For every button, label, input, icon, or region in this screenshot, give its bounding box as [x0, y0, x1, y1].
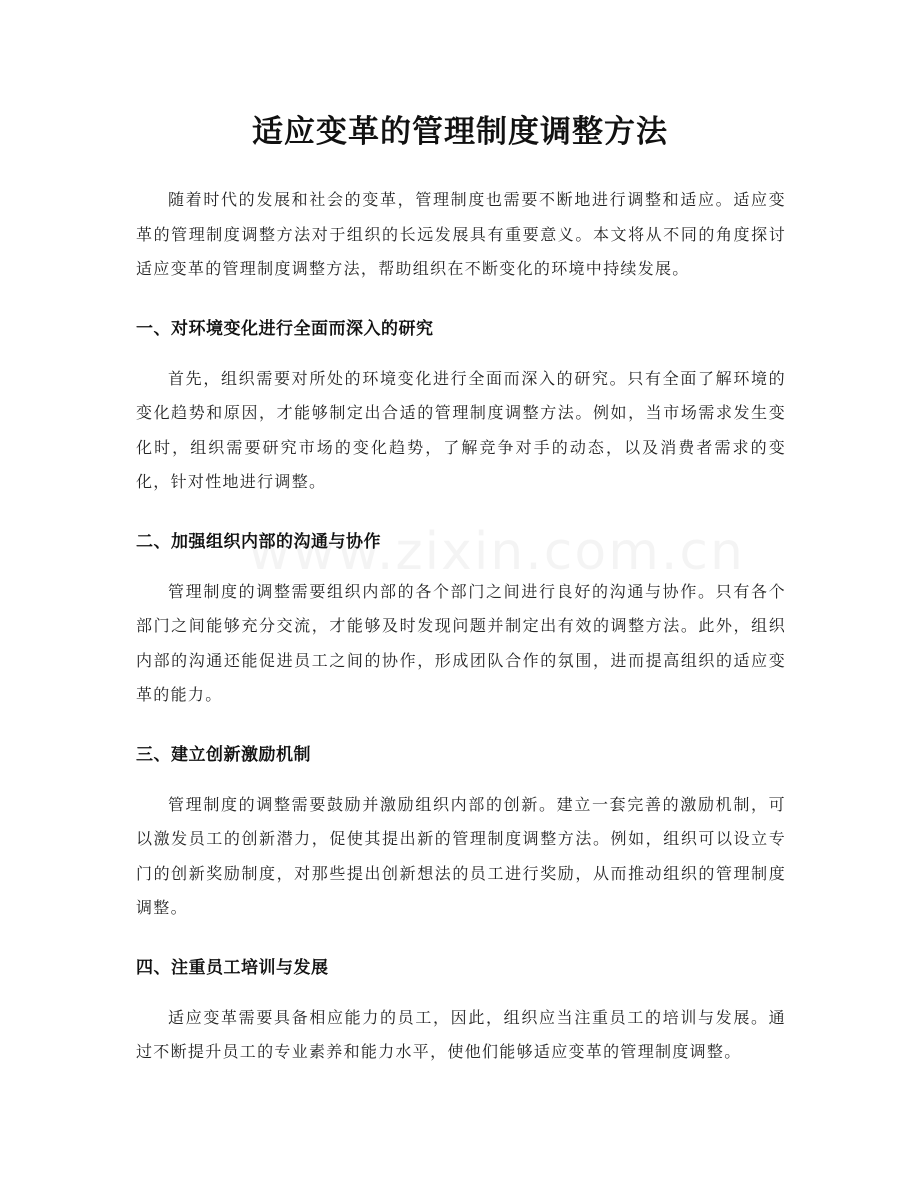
intro-paragraph: 随着时代的发展和社会的变革，管理制度也需要不断地进行调整和适应。适应变革的管理制度调整方法对于组织的长远发展具有重要意义。本文将从不同的角度探讨适应变革的管理制度调整方法，帮助组织在不断变化的环境中持续发展。 [136, 190, 786, 278]
section-4-paragraph: 适应变革需要具备相应能力的员工，因此，组织应当注重员工的培训与发展。通过不断提升员工的专业素养和能力水平，使他们能够适应变革的管理制度调整。 [136, 1007, 786, 1061]
document-title: 适应变革的管理制度调整方法 [252, 114, 668, 150]
section-4-heading: 四、注重员工培训与发展 [136, 957, 329, 978]
section-1-paragraph: 首先，组织需要对所处的环境变化进行全面而深入的研究。只有全面了解环境的变化趋势和原因，才能够制定出合适的管理制度调整方法。例如，当市场需求发生变化时，组织需要研究市场的变化趋势，了解竞争对手的动态，以及消费者需求的变化，针对性地进行调整。 [136, 368, 786, 491]
section-1-heading: 一、对环境变化进行全面而深入的研究 [136, 318, 434, 339]
section-3-paragraph: 管理制度的调整需要鼓励并激励组织内部的创新。建立一套完善的激励机制，可以激发员工的创新潜力，促使其提出新的管理制度调整方法。例如，组织可以设立专门的创新奖励制度，对那些提出创新想法的员工进行奖励，从而推动组织的管理制度调整。 [136, 794, 786, 917]
section-3-heading: 三、建立创新激励机制 [136, 744, 311, 765]
document-body [136, 183, 786, 1070]
section-2-paragraph: 管理制度的调整需要组织内部的各个部门之间进行良好的沟通与协作。只有各个部门之间能够充分交流，才能够及时发现问题并制定出有效的调整方法。此外，组织内部的沟通还能促进员工之间的协作，形成团队合作的氛围，进而提高组织的适应变革的能力。 [136, 581, 786, 704]
section-2-heading: 二、加强组织内部的沟通与协作 [136, 531, 381, 552]
